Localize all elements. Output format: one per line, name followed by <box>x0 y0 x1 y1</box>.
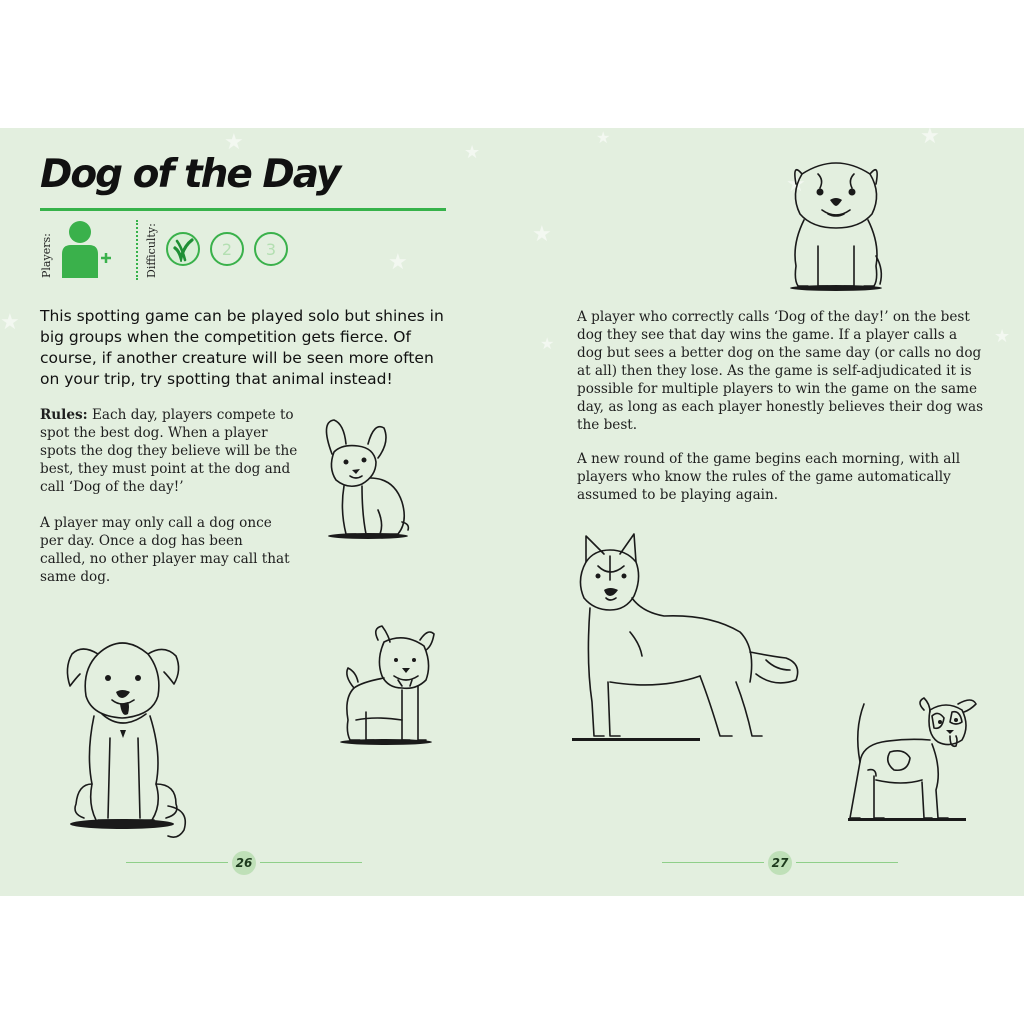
title-underline <box>40 208 446 211</box>
star-icon: ★ <box>224 130 244 155</box>
difficulty-level-3: 3 <box>254 232 288 266</box>
page-rule-left <box>126 862 228 863</box>
star-icon: ★ <box>0 310 20 335</box>
person-plus-icon <box>62 220 114 280</box>
jack-russell-terrier-illustration <box>846 696 982 824</box>
difficulty-level-2: 2 <box>210 232 244 266</box>
rules-label: Rules: <box>40 407 88 423</box>
difficulty-label: Difficulty: <box>145 223 158 278</box>
star-icon: ★ <box>596 128 611 147</box>
book-spread <box>0 128 1024 896</box>
page-rule-right <box>796 862 898 863</box>
star-icon: ★ <box>540 334 555 353</box>
french-bulldog-illustration <box>318 414 418 542</box>
right-paragraph-1: A player who correctly calls ‘Dog of the day!’ on the best dog they see that day wins the game. If a player calls a dog but sees a better dog on the same day (or calls no dog at all) then they lose. As the game is self-adjudicated it is possible for multiple players to win the game on the same day, as long as each player honestly believes their dog was the best. <box>577 309 984 433</box>
page-number: 26 <box>232 851 256 875</box>
page-number: 27 <box>768 851 792 875</box>
intro-paragraph: This spotting game can be played solo but shines in big groups when the competition gets fierce. Of course, if another creature will be seen more often on your trip, try spotting that animal instead! <box>40 307 444 388</box>
rules-text: Each day, players compete to spot the best dog. When a player spots the dog they believe will be the best, they must point at the dog and call ‘Dog of the day!’ <box>40 407 298 495</box>
labrador-illustration <box>58 634 200 846</box>
players-label: Players: <box>40 233 53 278</box>
star-icon: ★ <box>532 222 552 247</box>
husky-illustration <box>570 532 802 744</box>
difficulty-level-1 <box>166 232 200 266</box>
check-mark-icon <box>170 236 196 262</box>
page-rule-left <box>662 862 764 863</box>
right-paragraph-2: A new round of the game begins each morning, with all players who know the rules of the game automatically assumed to be playing again. <box>577 451 961 503</box>
star-icon: ★ <box>388 250 408 275</box>
page-rule-right <box>260 862 362 863</box>
star-icon: ★ <box>920 128 940 149</box>
star-icon: ★ <box>786 172 806 197</box>
star-icon: ★ <box>464 142 481 163</box>
pug-illustration <box>780 156 892 294</box>
page-title: Dog of the Day <box>40 152 340 197</box>
yorkshire-terrier-illustration <box>332 624 444 748</box>
star-icon: ★ <box>994 326 1011 347</box>
rules-paragraph <box>40 406 302 496</box>
section-divider <box>136 220 138 280</box>
left-paragraph-2: A player may only call a dog once per day. Once a dog has been called, no other player may call that same dog. <box>40 515 290 585</box>
